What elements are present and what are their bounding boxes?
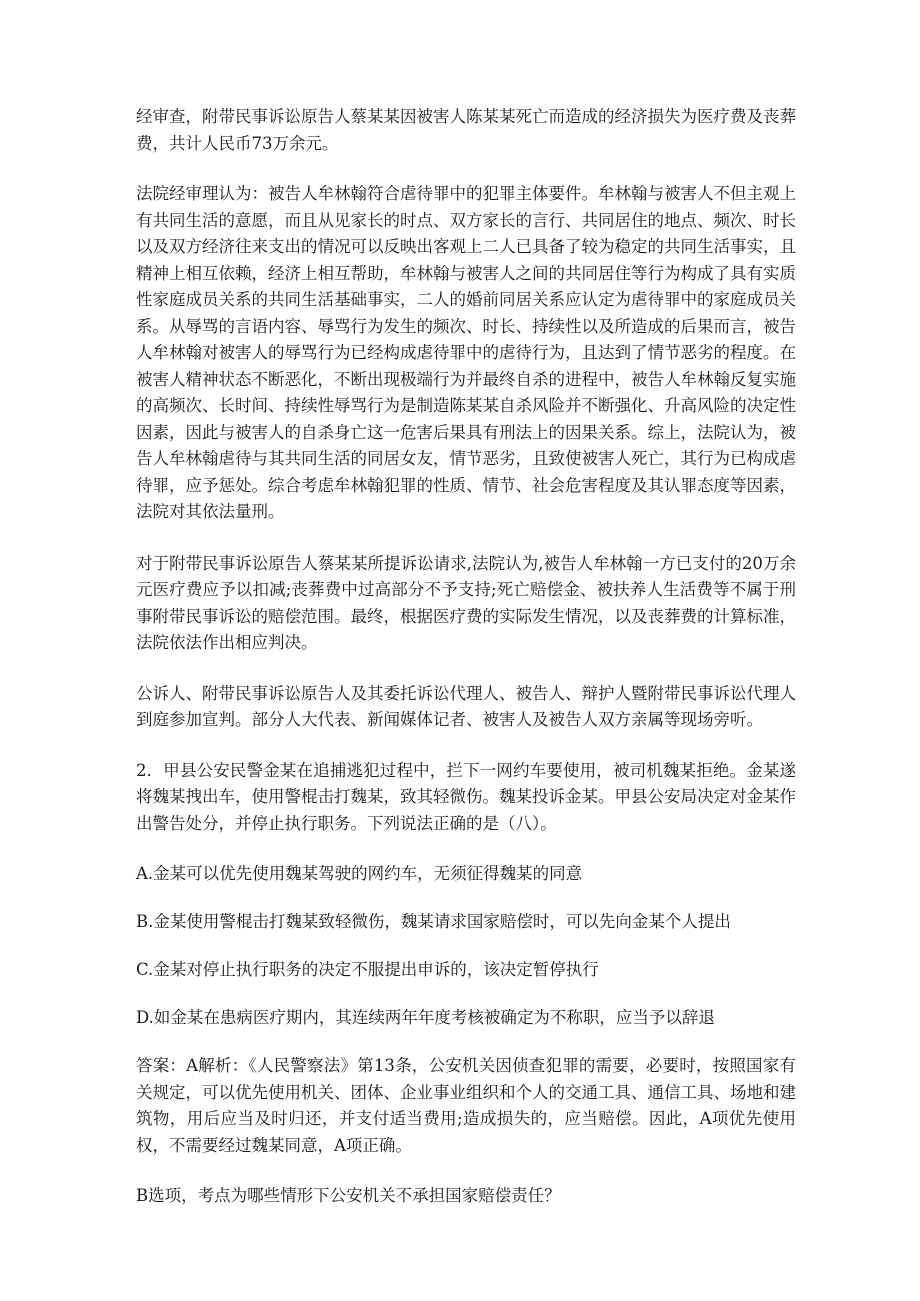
paragraph-economic-loss: 经审查，附带民事诉讼原告人蔡某某因被害人陈某某死亡而造成的经济损失为医疗费及丧葬费，共计人民币73万余元。 bbox=[136, 107, 796, 153]
option-d: D.如金某在患病医疗期内，其连续两年年度考核被确定为不称职，应当予以辞退 bbox=[136, 1008, 715, 1027]
question-2: 2．甲县公安民警金某在追捕逃犯过程中，拦下一网约车要使用，被司机魏某拒绝。金某遂将魏某拽出车，使用警棍击打魏某，致其轻微伤。魏某投诉金某。甲县公安局决定对金某作出警告处分，并停止执行职务。下列说法正确的是（八）。 bbox=[136, 760, 796, 833]
option-b-note: B选项，考点为哪些情形下公安机关不承担国家赔偿责任？ bbox=[136, 1186, 561, 1205]
option-c: C.金某对停止执行职务的决定不服提出申诉的，该决定暂停执行 bbox=[136, 960, 599, 979]
paragraph-court-opinion: 法院经审理认为：被告人牟林翰符合虐待罪中的犯罪主体要件。牟林翰与被害人不但主观上有共同生活的意愿，而且从见家长的时点、双方家长的言行、共同居住的地点、频次、时长以及双方经济往来支出的情况可以反映出客观上二人已具备了较为稳定的共同生活事实，且精神上相互依赖，经济上相互帮助，牟林翰与被害人之间的共同居住等行为构成了具有实质性家庭成员关系的共同生活基础事实，二人的婚前同居关系应认定为虐待罪中的家庭成员关系。从辱骂的言语内容、辱骂行为发生的频次、时长、持续性以及所造成的后果而言，被告人牟林翰对被害人的辱骂行为已经构成虐待罪中的虐待行为，且达到了情节恶劣的程度。在被害人精神状态不断恶化，不断出现极端行为并最终自杀的进程中，被告人牟林翰反复实施的高频次、长时间、持续性辱骂行为是制造陈某某自杀风险并不断强化、升高风险的决定性因素，因此与被害人的自杀身亡这一危害后果具有刑法上的因果关系。综上，法院认为，被告人牟林翰虐待与其共同生活的同居女友，情节恶劣，且致使被害人死亡，其行为已构成虐待罪，应予惩处。综合考虑牟林翰犯罪的性质、情节、社会危害程度及其认罪态度等因素，法院对其依法量刑。 bbox=[136, 184, 796, 521]
option-a: A.金某可以优先使用魏某驾驶的网约车，无须征得魏某的同意 bbox=[136, 864, 583, 883]
answer-explanation: 答案：A解析：《人民警察法》第13条，公安机关因侦查犯罪的需要，必要时，按照国家有关规定，可以优先使用机关、团体、企业事业组织和个人的交通工具、通信工具、场地和建筑物，用后应当及时归还，并支付适当费用;造成损失的，应当赔偿。因此，A项优先使用权，不需要经过魏某同意，A项正确。 bbox=[136, 1056, 796, 1155]
option-b: B.金某使用警棍击打魏某致轻微伤，魏某请求国家赔偿时，可以先向金某个人提出 bbox=[136, 912, 731, 931]
paragraph-civil-claim: 对于附带民事诉讼原告人蔡某某所提诉讼请求,法院认为,被告人牟林翰一方已支付的20万余元医疗费应予以扣减;丧葬费中过高部分不予支持;死亡赔偿金、被扶养人生活费等不属于刑事附带民事诉讼的赔偿范围。最终，根据医疗费的实际发生情况，以及丧葬费的计算标准，法院依法作出相应判决。 bbox=[136, 553, 796, 652]
paragraph-attendance: 公诉人、附带民事诉讼原告人及其委托诉讼代理人、被告人、辩护人暨附带民事诉讼代理人到庭参加宣判。部分人大代表、新闻媒体记者、被害人及被告人双方亲属等现场旁听。 bbox=[136, 683, 796, 729]
document-page bbox=[136, 104, 796, 1210]
